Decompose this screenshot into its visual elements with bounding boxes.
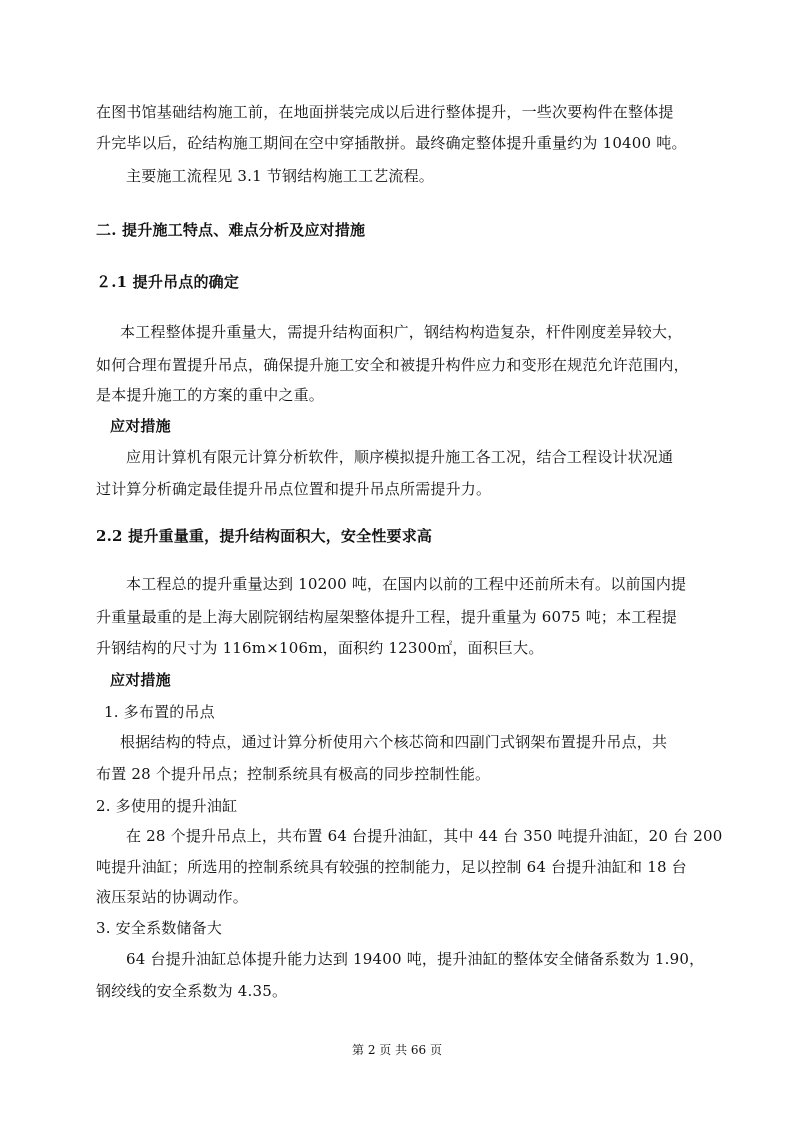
s22-item-3-line-1: 64 台提升油缸总体提升能力达到 19400 吨，提升油缸的整体安全储备系数为 1.90， bbox=[126, 950, 705, 968]
s22-item-1-line-1: 根据结构的特点，通过计算分析使用六个核芯筒和四副门式钢架布置提升吊点，共 bbox=[120, 733, 668, 751]
intro-line-3: 主要施工流程见 3.1 节钢结构施工工艺流程。 bbox=[126, 167, 434, 185]
s22-para-line-3: 升钢结构的尺寸为 116m×106m，面积约 12300㎡，面积巨大。 bbox=[96, 639, 544, 657]
s22-item-1-title: 1. 多布置的吊点 bbox=[104, 703, 215, 721]
s22-item-2-title: 2. 多使用的提升油缸 bbox=[96, 797, 238, 815]
s22-item-2-line-3: 液压泵站的协调动作。 bbox=[96, 888, 249, 906]
intro-line-1: 在图书馆基础结构施工前，在地面拼装完成以后进行整体提升，一些次要构件在整体提 bbox=[96, 103, 674, 121]
subsection-heading-2-2: 2.2 提升重量重，提升结构面积大，安全性要求高 bbox=[96, 527, 433, 545]
subsection-heading-2-1: ２.1 提升吊点的确定 bbox=[96, 273, 240, 291]
s21-measure-line-1: 应用计算机有限元计算分析软件，顺序模拟提升施工各工况，结合工程设计状况通 bbox=[126, 448, 674, 466]
s22-para-line-1: 本工程总的提升重量达到 10200 吨，在国内以前的工程中还前所未有。以前国内提 bbox=[126, 575, 687, 593]
s21-para-line-1: 本工程整体提升重量大，需提升结构面积广，钢结构构造复杂，杆件刚度差异较大， bbox=[120, 323, 683, 341]
s21-para-line-3: 是本提升施工的方案的重中之重。 bbox=[96, 386, 325, 404]
intro-line-2: 升完毕以后，砼结构施工期间在空中穿插散拼。最终确定整体提升重量约为 10400 吨。 bbox=[96, 134, 687, 152]
s22-item-3-line-2: 钢绞线的安全系数为 4.35。 bbox=[96, 982, 288, 1000]
section-heading-2: 二. 提升施工特点、难点分析及应对措施 bbox=[96, 221, 366, 239]
page-footer: 第 2 页 共 66 页 bbox=[352, 1043, 442, 1057]
s21-measures-title: 应对措施 bbox=[110, 417, 171, 435]
s22-item-2-line-1: 在 28 个提升吊点上，共布置 64 台提升油缸，其中 44 台 350 吨提升油缸，20 台 200 bbox=[126, 827, 723, 845]
s22-item-1-line-2: 布置 28 个提升吊点；控制系统具有极高的同步控制性能。 bbox=[96, 765, 491, 783]
s22-measures-title: 应对措施 bbox=[110, 671, 171, 689]
s22-item-2-line-2: 吨提升油缸；所选用的控制系统具有较强的控制能力，足以控制 64 台提升油缸和 18 台 bbox=[96, 858, 687, 876]
s22-item-3-title: 3. 安全系数储备大 bbox=[96, 919, 223, 937]
s21-measure-line-2: 过计算分析确定最佳提升吊点位置和提升吊点所需提升力。 bbox=[96, 480, 492, 498]
s22-para-line-2: 升重量最重的是上海大剧院钢结构屋架整体提升工程，提升重量为 6075 吨；本工程提 bbox=[96, 608, 677, 626]
s21-para-line-2: 如何合理布置提升吊点，确保提升施工安全和被提升构件应力和变形在规范允许范围内， bbox=[96, 356, 689, 374]
